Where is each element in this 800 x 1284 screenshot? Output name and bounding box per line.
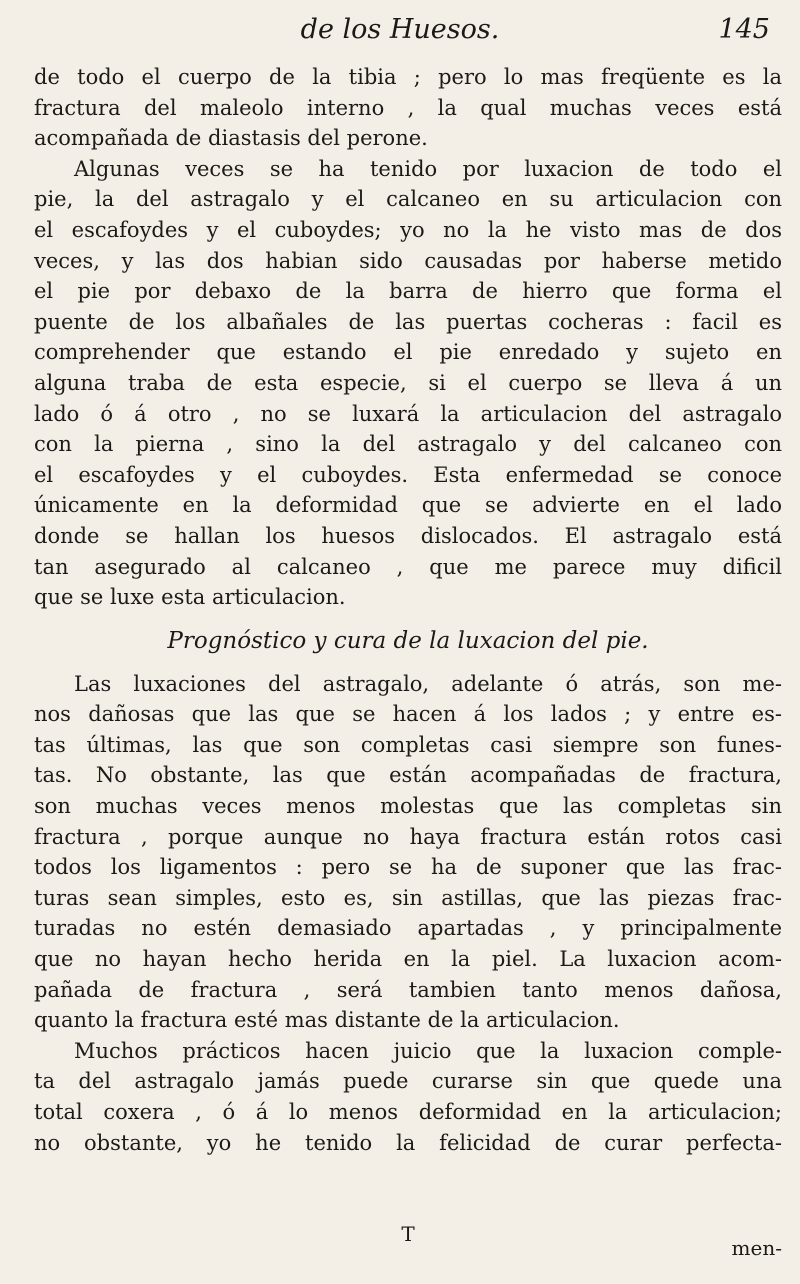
text-line: puente de los albañales de las puertas cocheras : facil es <box>34 309 782 334</box>
text-line: tas últimas, las que son completas casi siempre son funes- <box>34 732 782 757</box>
page-body <box>34 62 782 1158</box>
text-line: el escafoydes y el cuboydes. Esta enfermedad se conoce <box>34 462 782 487</box>
text-line: alguna traba de esta especie, si el cuerpo se lleva á un <box>34 370 782 395</box>
text-line: Algunas veces se ha tenido por luxacion de todo el <box>74 156 782 181</box>
text-line: quanto la fractura esté mas distante de la articulacion. <box>34 1008 620 1033</box>
text-line: con la pierna , sino la del astragalo y del calcaneo con <box>34 432 782 457</box>
text-line: todos los ligamentos : pero se ha de suponer que las frac- <box>34 855 782 880</box>
page-footer <box>34 1222 782 1262</box>
text-line: de todo el cuerpo de la tibia ; pero lo mas freqüente es la <box>34 65 782 89</box>
signature-mark: T <box>401 1222 415 1246</box>
paragraph <box>34 62 782 154</box>
text-line: Las luxaciones del astragalo, adelante ó atrás, son me- <box>74 671 782 696</box>
text-line: ta del astragalo jamás puede curarse sin que quede una <box>34 1069 782 1094</box>
text-line: que se luxe esta articulacion. <box>34 585 346 610</box>
text-line: el escafoydes y el cuboydes; yo no la he visto mas de dos <box>34 217 782 242</box>
running-head: de los Huesos. <box>300 14 500 45</box>
paragraph <box>34 154 782 613</box>
paragraph <box>34 1036 782 1158</box>
text-line: comprehender que estando el pie enredado y sujeto en <box>34 340 782 365</box>
catchword: men- <box>731 1236 782 1260</box>
text-line: no obstante, yo he tenido la felicidad de curar perfecta- <box>34 1130 782 1155</box>
text-line: tas. No obstante, las que están acompañadas de fractura, <box>34 763 782 788</box>
text-line: únicamente en la deformidad que se advierte en el lado <box>34 493 782 518</box>
text-line: que no hayan hecho herida en la piel. La luxacion acom- <box>34 947 782 972</box>
text-line: total coxera , ó á lo menos deformidad en la articulacion; <box>34 1100 782 1124</box>
paragraph <box>34 669 782 1036</box>
text-line: veces, y las dos habian sido causadas por haberse metido <box>34 248 782 273</box>
text-line: turadas no estén demasiado apartadas , y principalmente <box>34 916 782 941</box>
text-line: lado ó á otro , no se luxará la articulacion del astragalo <box>34 401 782 426</box>
text-line: tan asegurado al calcaneo , que me parece muy dificil <box>34 554 782 579</box>
text-line: Muchos prácticos hacen juicio que la luxacion comple- <box>74 1038 782 1063</box>
text-line: turas sean simples, esto es, sin astillas, que las piezas frac- <box>34 885 782 910</box>
text-line: fractura , porque aunque no haya fractura están rotos casi <box>34 824 782 849</box>
page-number: 145 <box>718 14 770 45</box>
text-line: acompañada de diastasis del perone. <box>34 126 428 151</box>
text-line: el pie por debaxo de la barra de hierro que forma el <box>34 279 782 304</box>
text-line: son muchas veces menos molestas que las completas sin <box>34 794 782 819</box>
text-line: nos dañosas que las que se hacen á los lados ; y entre es- <box>34 702 782 727</box>
text-line: fractura del maleolo interno , la qual muchas veces está <box>34 95 782 120</box>
page-header <box>0 8 800 52</box>
text-line: pie, la del astragalo y el calcaneo en su articulacion con <box>34 187 782 212</box>
text-line: pañada de fractura , será tambien tanto menos dañosa, <box>34 977 782 1002</box>
text-line: donde se hallan los huesos dislocados. El astragalo está <box>34 523 782 548</box>
section-heading: Prognóstico y cura de la luxacion del pie. <box>167 627 649 654</box>
